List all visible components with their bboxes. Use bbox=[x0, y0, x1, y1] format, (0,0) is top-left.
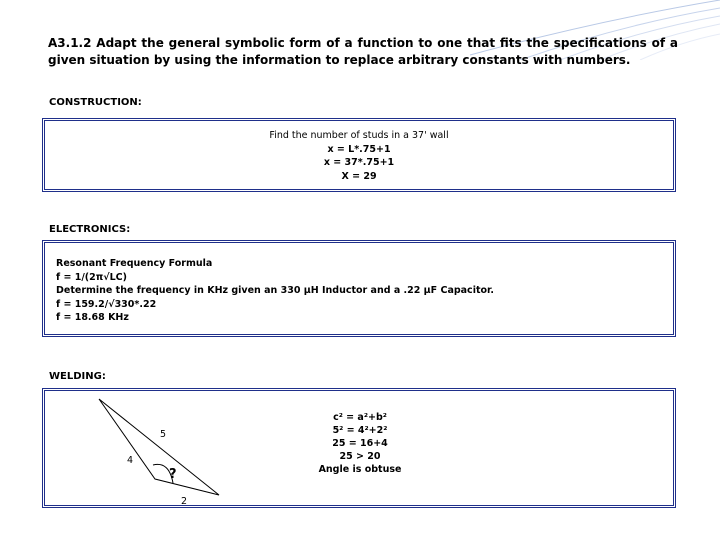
electronics-box bbox=[42, 240, 676, 337]
construction-line: x = 37*.75+1 bbox=[323, 157, 395, 168]
construction-content bbox=[45, 129, 673, 183]
electronics-content bbox=[56, 257, 494, 325]
construction-label: CONSTRUCTION: bbox=[49, 97, 142, 108]
welding-line: 25 = 16+4 bbox=[332, 438, 388, 449]
electronics-line: Determine the frequency in KHz given an 330 μH Inductor and a .22 μF Capacitor. bbox=[56, 285, 494, 296]
side-a-label: 5 bbox=[160, 429, 167, 440]
welding-line: 5² = 4²+2² bbox=[332, 425, 388, 436]
welding-box bbox=[42, 388, 676, 508]
side-b-label: 4 bbox=[127, 455, 134, 466]
electronics-line: f = 159.2/√330*.22 bbox=[56, 298, 157, 310]
welding-line: c² = a²+b² bbox=[333, 412, 387, 423]
construction-line: x = L*.75+1 bbox=[327, 143, 391, 155]
welding-label: WELDING: bbox=[49, 371, 106, 382]
electronics-line: f = 18.68 KHz bbox=[56, 312, 129, 323]
construction-line: Find the number of studs in a 37' wall bbox=[269, 130, 449, 141]
page-title: A3.1.2 Adapt the general symbolic form of a function to one that fits the specifications of a given situation by using the information to replace arbitrary constants with numbers. bbox=[48, 36, 678, 67]
side-c-label: 2 bbox=[181, 496, 188, 507]
electronics-label: ELECTRONICS: bbox=[49, 224, 131, 235]
electronics-line: f = 1/(2π√LC) bbox=[56, 271, 127, 283]
welding-line: Angle is obtuse bbox=[318, 464, 402, 475]
construction-box bbox=[42, 118, 676, 192]
unknown-angle-label: ? bbox=[169, 467, 177, 482]
welding-line: 25 > 20 bbox=[339, 451, 381, 462]
welding-content bbox=[300, 411, 420, 476]
construction-line: X = 29 bbox=[341, 170, 377, 182]
electronics-line: Resonant Frequency Formula bbox=[56, 258, 213, 269]
